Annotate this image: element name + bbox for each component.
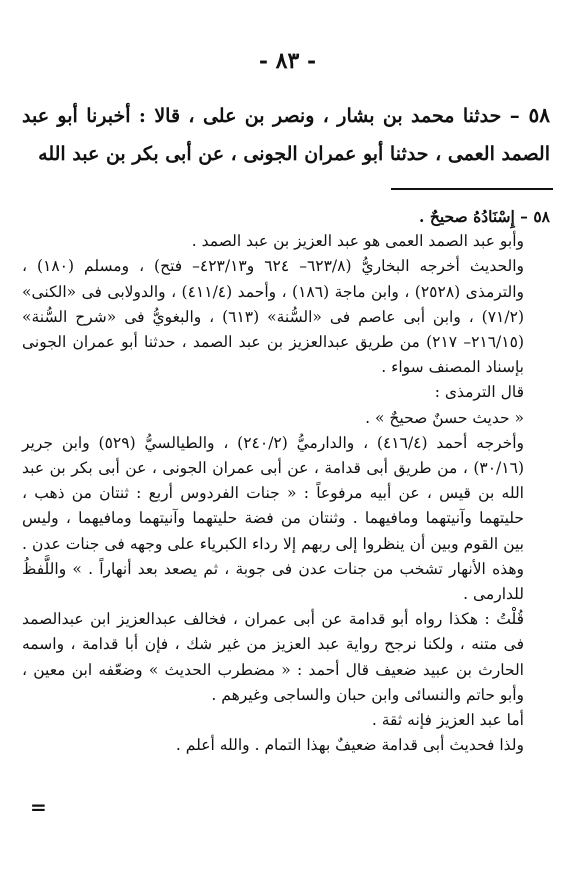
commentary-line: والحديث أخرجه البخاريُّ (٦٢٣/٨– ٦٢٤ و٤٢٣/١٣– فتح) ، ومسلم (١٨٠) ، والترمذى (٢٥٢٨) ، وابن ماجة (١٨٦) ، وأحمد (٤١١/٤) ، والدولابى فى «الكنى» (٧١/٢) ، وابن أبى عاصم فى «السُّنة» (٦١٣) ، والبغويُّ فى «شرح السُّنة» (٢١٦/١٥– ٢١٧) من طريق عبدالعزيز بن عبد الصمد ، حدثنا أبو عمران الجونى بإسناد المصنف سواء . <box>22 257 525 377</box>
commentary-line: قال الترمذى : <box>434 383 524 402</box>
commentary-heading: ٥٨ – إِسْنَادُهُ صحيحٌ . <box>419 207 550 226</box>
footnote-divider <box>391 188 553 190</box>
commentary-section <box>22 204 550 758</box>
hadith-text <box>22 96 550 173</box>
end-mark: = <box>30 795 47 819</box>
page-number: - ٨٣ - <box>258 48 317 74</box>
commentary-line: « حديث حسنٌ صحيحٌ » . <box>365 408 524 427</box>
commentary-line: وأبو عبد الصمد العمى هو عبد العزيز بن عبد الصمد . <box>191 232 524 251</box>
hadith-number: ٥٨ – <box>509 103 550 127</box>
commentary-line: أما عبد العزيز فإنه ثقة . <box>371 711 524 730</box>
commentary-line: قُلْتُ : هكذا رواه أبو قدامة عن أبى عمران ، فخالف عبدالعزيز ابن عبدالصمد فى متنه ، ولكنا نرجح رواية عبد العزيز من غير شك ، فإن أبا قدامة ، واسمه الحارث بن عبيد ضعيف قال أحمد : « مضطرب الحديث » وضعّفه ابن معين ، وأبو حاتم والنسائى وابن حبان والساجى وغيرهم . <box>22 610 524 704</box>
commentary-line: وأخرجه أحمد (٤١٦/٤) ، والدارميُّ (٢٤٠/٢) ، والطيالسيُّ (٥٢٩) وابن جرير (٣٠/١٦) ، من طريق أبى قدامة ، عن أبى عمران الجونى ، عن أبى بكر بن عبد الله بن قيس ، عن أبيه مرفوعاً : « جنات الفردوس أربع : ثنتان من ذهب ، حليتهما وآنيتهما ومافيهما . وثنتان من فضة حليتهما وآنيتهما ومافيهما ، وليس بين القوم وبين أن ينظروا إلى ربهم إلا رداء الكبرياء على وجهه فى جنات عدن . وهذه الأنهار تشخب من جنات عدن فى جوبة ، ثم يصعد بعد أنهاراً . » واللَّفظُ للدارمى . <box>22 433 524 604</box>
commentary-line: ولذا فحديث أبى قدامة ضعيفٌ بهذا التمام . والله أعلم . <box>175 736 524 755</box>
hadith-body: حدثنا محمد بن بشار ، ونصر بن على ، قالا : أخبرنا أبو عبد الصمد العمى ، حدثنا أبو عمران الجونى ، عن أبى بكر بن عبد الله <box>22 105 550 165</box>
